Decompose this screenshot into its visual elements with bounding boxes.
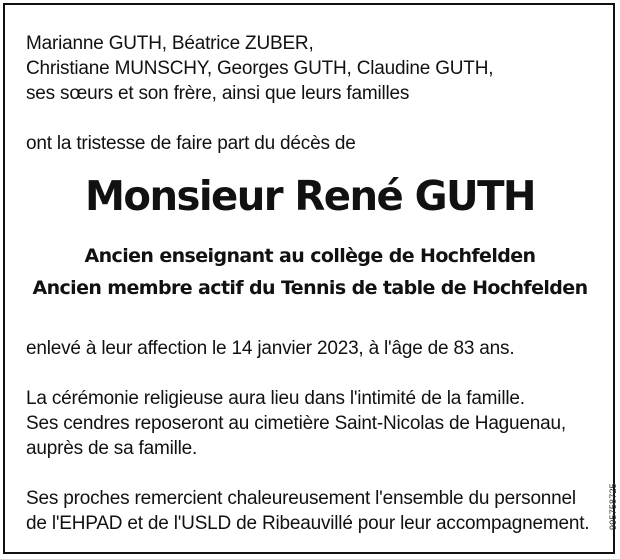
thanks-block — [26, 486, 589, 536]
thanks-line: de l'EHPAD et de l'USLD de Ribeauvillé pour leur accompagnement. — [26, 513, 590, 534]
ceremony-block — [26, 386, 566, 461]
deceased-name: Monsieur René GUTH — [84, 172, 536, 220]
thanks-line: Ses proches remercient chaleureusement l'ensemble du personnel — [26, 488, 576, 509]
ceremony-line: Ses cendres reposeront au cimetière Saint-Nicolas de Haguenau, — [26, 413, 566, 434]
family-block — [26, 31, 493, 106]
deceased-title-line: Ancien membre actif du Tennis de table de Hochfelden — [32, 277, 588, 299]
deceased-title-line: Ancien enseignant au collège de Hochfelden — [84, 245, 536, 267]
family-line: Christiane MUNSCHY, Georges GUTH, Claudine GUTH, — [26, 58, 494, 79]
announcement-text: ont la tristesse de faire part du décès de — [26, 133, 356, 154]
death-notice-text: enlevé à leur affection le 14 janvier 2023, à l'âge de 83 ans. — [26, 338, 515, 359]
ceremony-line: auprès de sa famille. — [26, 438, 198, 459]
family-line: ses sœurs et son frère, ainsi que leurs familles — [26, 83, 410, 104]
ceremony-line: La cérémonie religieuse aura lieu dans l'intimité de la famille. — [26, 388, 525, 409]
family-line: Marianne GUTH, Béatrice ZUBER, — [26, 33, 314, 54]
reference-number: 995758725 — [608, 483, 618, 530]
deceased-titles — [0, 240, 620, 304]
